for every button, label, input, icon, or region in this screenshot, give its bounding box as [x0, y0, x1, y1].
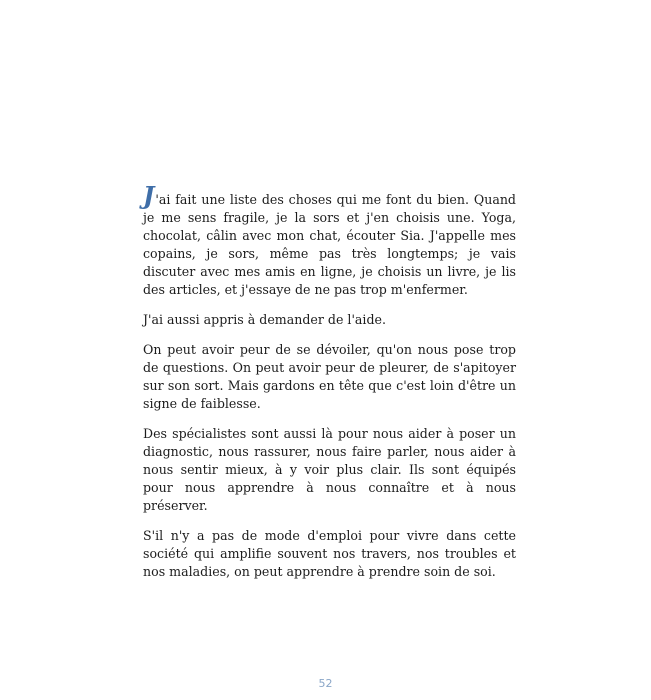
paragraph-1-text: 'ai fait une liste des choses qui me font du bien. Quand je me sens fragile, je la sors et j'en choisis une. Yoga, chocolat, câlin avec mon chat, écouter Sia. J'appelle mes copains, je sors, même pas très longtemps; je vais discuter avec mes amis en ligne, je choisis un livre, je lis des articles, et j'essaye de ne pas trop m'enfermer.: [143, 192, 516, 297]
drop-cap: J: [143, 181, 155, 210]
page-number: 52: [318, 677, 333, 690]
paragraph-5: S'il n'y a pas de mode d'emploi pour vivre dans cette société qui amplifie souvent nos travers, nos troubles et nos maladies, on peut apprendre à prendre soin de soi.: [143, 528, 516, 579]
paragraph-3: On peut avoir peur de se dévoiler, qu'on nous pose trop de questions. On peut avoir peur de pleurer, de s'apitoyer sur son sort. Mais gardons en tête que c'est loin d'être un signe de faiblesse.: [143, 342, 516, 411]
paragraph-4: Des spécialistes sont aussi là pour nous aider à poser un diagnostic, nous rassurer, nous faire parler, nous aider à nous sentir mieux, à y voir plus clair. Ils sont équipés pour nous apprendre à nous connaître et à nous préserver.: [143, 426, 516, 513]
paragraph-1: [143, 181, 516, 299]
paragraph-2: J'ai aussi appris à demander de l'aide.: [143, 312, 386, 327]
body-text: [143, 181, 516, 593]
